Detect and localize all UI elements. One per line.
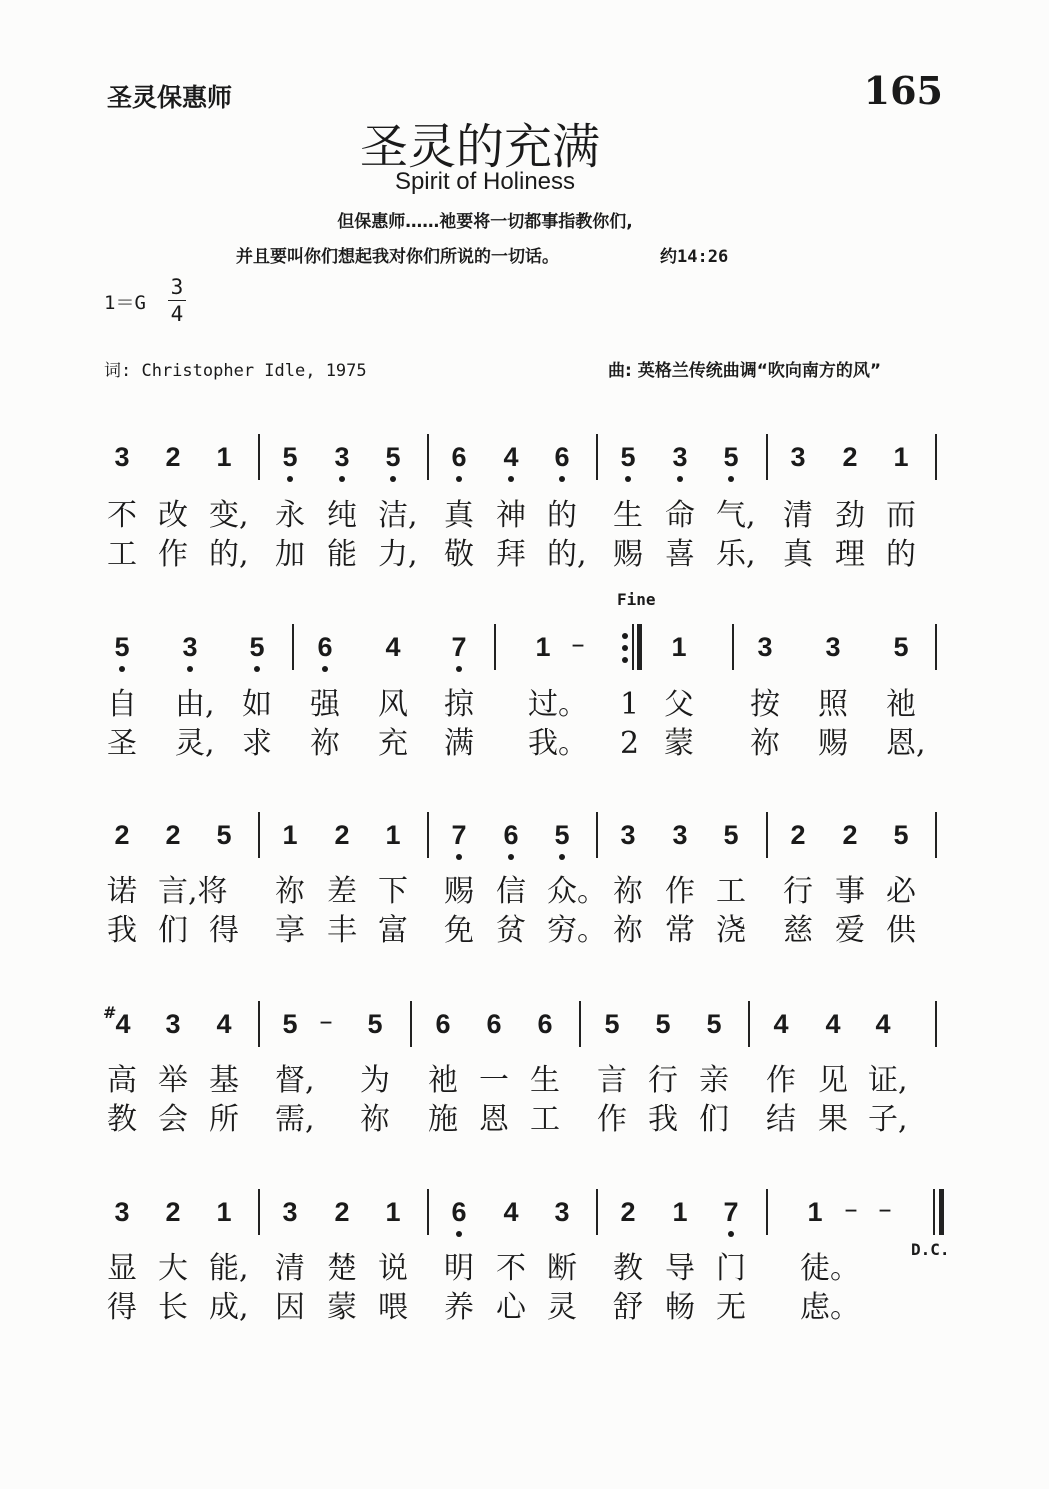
note: 3 <box>757 632 773 662</box>
lyric: 显 <box>107 1251 137 1286</box>
lyric: 长 <box>158 1290 188 1325</box>
lyric: 赐 <box>444 874 474 909</box>
lyric: 清 <box>783 498 813 533</box>
note: 6 <box>310 632 340 662</box>
lyric: 慈 <box>783 913 813 948</box>
lyric: 劲 <box>835 498 865 533</box>
note: 3 <box>554 1197 570 1227</box>
note: 4 <box>875 1009 891 1039</box>
lyric: 成, <box>209 1290 249 1325</box>
lyric: 照 <box>818 687 848 722</box>
note: 3 <box>114 1197 130 1227</box>
dc-mark: D.C. <box>911 1240 950 1259</box>
lyric: 能 <box>327 537 357 572</box>
note: 5 <box>242 632 272 662</box>
lyric: 纯 <box>327 498 357 533</box>
lyric: 充 <box>378 726 408 761</box>
lyric: 求 <box>242 726 272 761</box>
scripture-line-2: 并且要叫你们想起我对你们所说的一切话。 <box>236 247 559 267</box>
note: 1 <box>216 1197 232 1227</box>
stanza-number: 1 <box>620 687 640 722</box>
tune-credit: 曲: 英格兰传统曲调“吹向南方的风” <box>608 361 882 381</box>
note: 3 <box>825 632 841 662</box>
note: 3 <box>165 1009 181 1039</box>
lyric: 的 <box>547 498 577 533</box>
repeat-dots <box>622 627 628 669</box>
hold-dash: – <box>878 1194 892 1225</box>
note: 2 <box>334 1197 350 1227</box>
note: 7 <box>716 1197 746 1227</box>
lyric: 祂 <box>886 687 916 722</box>
note: 5 <box>107 632 137 662</box>
final-bar <box>939 1189 944 1235</box>
lyric: 举 <box>158 1063 188 1098</box>
title-chinese: 圣灵的充满 <box>359 119 600 175</box>
note: 6 <box>547 442 577 472</box>
bar-line <box>596 1189 598 1235</box>
note: 1 <box>385 820 401 850</box>
lyric: 赐 <box>613 537 643 572</box>
hymn-number: 165 <box>863 68 943 113</box>
note: 3 <box>790 442 806 472</box>
lyric: 得 <box>107 1290 137 1325</box>
lyric: 作 <box>158 537 188 572</box>
lyric: 差 <box>327 874 357 909</box>
lyric: 祢 <box>360 1102 390 1137</box>
lyric: 的, <box>209 537 249 572</box>
lyric: 行 <box>783 874 813 909</box>
lyric: 高 <box>107 1063 137 1098</box>
lyric: 加 <box>275 537 305 572</box>
lyric: 祢 <box>613 913 643 948</box>
lyric: 大 <box>158 1251 188 1286</box>
lyric: 作 <box>665 874 695 909</box>
lyric: 穷。 <box>547 913 607 948</box>
bar-line <box>494 624 496 670</box>
lyric: 子, <box>868 1102 908 1137</box>
note: 1 <box>807 1197 823 1227</box>
lyric: 畅 <box>665 1290 695 1325</box>
lyric: 恩, <box>886 726 926 761</box>
note: 7 <box>444 632 474 662</box>
note: 5 <box>613 442 643 472</box>
lyric: 一 <box>479 1063 509 1098</box>
note: 3 <box>620 820 636 850</box>
note: 5 <box>893 820 909 850</box>
lyric: 教 <box>107 1102 137 1137</box>
lyric: 灵, <box>175 726 215 761</box>
lyric: 所 <box>209 1102 239 1137</box>
lyric: 工 <box>530 1102 560 1137</box>
bar-line <box>258 1001 260 1047</box>
note: 3 <box>327 442 357 472</box>
lyric: 言 <box>597 1063 627 1098</box>
bar-line <box>935 434 937 480</box>
lyric: 祂 <box>428 1063 458 1098</box>
note: 5 <box>216 820 232 850</box>
words-credit: 词: Christopher Idle, 1975 <box>104 361 367 381</box>
note: 5 <box>604 1009 620 1039</box>
lyric: 信 <box>496 874 526 909</box>
note: 5 <box>706 1009 722 1039</box>
lyric: 如 <box>242 687 272 722</box>
bar-line <box>258 434 260 480</box>
lyric: 由, <box>175 687 215 722</box>
lyric: 我。 <box>528 726 588 761</box>
lyric: 下 <box>378 874 408 909</box>
lyric: 洁, <box>378 498 418 533</box>
lyric: 富 <box>378 913 408 948</box>
note: 1 <box>385 1197 401 1227</box>
bar-line <box>935 812 937 858</box>
bar-line <box>935 1001 937 1047</box>
lyric: 享 <box>275 913 305 948</box>
lyric: 必 <box>886 874 916 909</box>
lyric: 结 <box>766 1102 796 1137</box>
note: 5 <box>378 442 408 472</box>
lyric: 生 <box>613 498 643 533</box>
hold-dash: – <box>571 629 585 660</box>
bar-line <box>258 1189 260 1235</box>
lyric: 永 <box>275 498 305 533</box>
note: 2 <box>842 820 858 850</box>
bar-line <box>596 434 598 480</box>
lyric: 贫 <box>496 913 526 948</box>
lyric: 风 <box>378 687 408 722</box>
lyric: 命 <box>665 498 695 533</box>
lyric: 工 <box>107 537 137 572</box>
lyric: 力, <box>378 537 418 572</box>
note: 6 <box>444 442 474 472</box>
note: 3 <box>665 442 695 472</box>
bar-line <box>732 624 734 670</box>
note: 5 <box>655 1009 671 1039</box>
repeat-bar <box>637 624 642 670</box>
lyric: 得 <box>209 913 239 948</box>
lyric: 过。 <box>528 687 588 722</box>
lyric: 基 <box>209 1063 239 1098</box>
lyric: 浇 <box>716 913 746 948</box>
note: 1 <box>672 1197 688 1227</box>
note: 6 <box>486 1009 502 1039</box>
lyric: 变, <box>209 498 249 533</box>
lyric: 为 <box>360 1063 390 1098</box>
note: 1 <box>216 442 232 472</box>
lyric: 喂 <box>378 1290 408 1325</box>
note: 5 <box>282 1009 298 1039</box>
bar-line <box>427 434 429 480</box>
lyric: 拜 <box>496 537 526 572</box>
note: 4 <box>216 1009 232 1039</box>
time-signature-bottom: 4 <box>170 302 184 326</box>
note: 2 <box>334 820 350 850</box>
stanza-number: 2 <box>620 726 640 761</box>
note: 1 <box>893 442 909 472</box>
lyric: 证, <box>868 1063 908 1098</box>
bar-line <box>748 1001 750 1047</box>
lyric: 乐, <box>716 537 756 572</box>
lyric: 不 <box>107 498 137 533</box>
note: 5 <box>893 632 909 662</box>
key-signature: 1＝G <box>104 292 146 314</box>
lyric: 改 <box>158 498 188 533</box>
lyric: 祢 <box>613 874 643 909</box>
lyric: 真 <box>783 537 813 572</box>
bar-line <box>410 1001 412 1047</box>
lyric: 断 <box>547 1251 577 1286</box>
lyric: 供 <box>886 913 916 948</box>
bar-line <box>258 812 260 858</box>
lyric: 按 <box>750 687 780 722</box>
lyric: 们 <box>158 913 188 948</box>
note: 2 <box>114 820 130 850</box>
bar-line <box>427 812 429 858</box>
note: 2 <box>165 442 181 472</box>
lyric: 门 <box>716 1251 746 1286</box>
lyric: 作 <box>766 1063 796 1098</box>
lyric: 教 <box>613 1251 643 1286</box>
note: 6 <box>435 1009 451 1039</box>
lyric: 舒 <box>613 1290 643 1325</box>
lyric: 免 <box>444 913 474 948</box>
note: 6 <box>496 820 526 850</box>
lyric: 丰 <box>327 913 357 948</box>
lyric: 作 <box>597 1102 627 1137</box>
note: 5 <box>723 820 739 850</box>
lyric: 清 <box>275 1251 305 1286</box>
note: 7 <box>444 820 474 850</box>
lyric: 虑。 <box>800 1290 860 1325</box>
lyric: 心 <box>496 1290 526 1325</box>
lyric: 不 <box>496 1251 526 1286</box>
note: 3 <box>175 632 205 662</box>
lyric: 真 <box>444 498 474 533</box>
lyric: 我 <box>107 913 137 948</box>
lyric: 的 <box>886 537 916 572</box>
lyric: 蒙 <box>664 726 694 761</box>
note: 4 <box>385 632 401 662</box>
scripture-reference: 约14:26 <box>660 247 729 267</box>
note: 5 <box>367 1009 383 1039</box>
note: 3 <box>672 820 688 850</box>
lyric: 明 <box>444 1251 474 1286</box>
lyric: 祢 <box>310 726 340 761</box>
lyric: 祢 <box>750 726 780 761</box>
lyric: 爱 <box>835 913 865 948</box>
note: 3 <box>282 1197 298 1227</box>
lyric: 蒙 <box>327 1290 357 1325</box>
lyric: 满 <box>444 726 474 761</box>
lyric: 圣 <box>107 726 137 761</box>
time-signature <box>166 274 188 327</box>
bar-line <box>766 434 768 480</box>
note: 2 <box>790 820 806 850</box>
lyric: 果 <box>818 1102 848 1137</box>
lyric: 行 <box>648 1063 678 1098</box>
lyric: 祢 <box>275 874 305 909</box>
lyric: 亲 <box>699 1063 729 1098</box>
lyric: 们 <box>699 1102 729 1137</box>
note: 4 <box>496 442 526 472</box>
note: 1 <box>535 632 551 662</box>
note: 1 <box>671 632 687 662</box>
lyric: 敬 <box>444 537 474 572</box>
note: 5 <box>547 820 577 850</box>
lyric: 工 <box>716 874 746 909</box>
lyric: 生 <box>530 1063 560 1098</box>
bar-line <box>935 624 937 670</box>
lyric: 导 <box>665 1251 695 1286</box>
lyric: 气, <box>716 498 756 533</box>
lyric: 能, <box>209 1251 249 1286</box>
note: 4 <box>773 1009 789 1039</box>
note: 4 <box>825 1009 841 1039</box>
fine-mark: Fine <box>617 590 656 609</box>
lyric: 言,将 <box>158 874 228 909</box>
scripture-line-1: 但保惠师……祂要将一切都事指教你们, <box>337 212 633 232</box>
note: 2 <box>620 1197 636 1227</box>
bar-line <box>933 1189 935 1235</box>
note: 2 <box>165 820 181 850</box>
category-label: 圣灵保惠师 <box>107 83 233 112</box>
bar-line <box>766 1189 768 1235</box>
sharp-sign: # <box>103 1003 117 1022</box>
lyric: 需, <box>275 1102 315 1137</box>
lyric: 强 <box>310 687 340 722</box>
lyric: 楚 <box>327 1251 357 1286</box>
lyric: 督, <box>275 1063 315 1098</box>
lyric: 见 <box>818 1063 848 1098</box>
lyric: 众。 <box>547 874 607 909</box>
lyric: 施 <box>428 1102 458 1137</box>
lyric: 而 <box>886 498 916 533</box>
note: 1 <box>282 820 298 850</box>
time-signature-top: 3 <box>170 275 184 299</box>
lyric: 赐 <box>818 726 848 761</box>
note: 4 <box>115 1009 131 1039</box>
lyric: 诺 <box>107 874 137 909</box>
lyric: 理 <box>835 537 865 572</box>
lyric: 父 <box>664 687 694 722</box>
note: 5 <box>275 442 305 472</box>
note: 6 <box>537 1009 553 1039</box>
bar-line <box>427 1189 429 1235</box>
hold-dash: – <box>319 1006 333 1037</box>
bar-line <box>292 624 294 670</box>
lyric: 掠 <box>444 687 474 722</box>
time-signature-line <box>168 300 186 301</box>
bar-line <box>579 1001 581 1047</box>
lyric: 神 <box>496 498 526 533</box>
lyric: 徒。 <box>800 1251 860 1286</box>
lyric: 自 <box>107 687 137 722</box>
bar-line <box>766 812 768 858</box>
note: 4 <box>503 1197 519 1227</box>
lyric: 会 <box>158 1102 188 1137</box>
lyric: 恩 <box>479 1102 509 1137</box>
lyric: 我 <box>648 1102 678 1137</box>
lyric: 喜 <box>665 537 695 572</box>
hold-dash: – <box>844 1194 858 1225</box>
bar-line <box>596 812 598 858</box>
lyric: 灵 <box>547 1290 577 1325</box>
bar-line <box>632 624 634 670</box>
note: 5 <box>716 442 746 472</box>
note: 2 <box>842 442 858 472</box>
note: 6 <box>444 1197 474 1227</box>
lyric: 说 <box>378 1251 408 1286</box>
note: 3 <box>114 442 130 472</box>
lyric: 养 <box>444 1290 474 1325</box>
title-english: Spirit of Holiness <box>394 168 576 195</box>
lyric: 事 <box>835 874 865 909</box>
lyric: 常 <box>665 913 695 948</box>
lyric: 的, <box>547 537 587 572</box>
lyric: 因 <box>275 1290 305 1325</box>
note: 2 <box>165 1197 181 1227</box>
lyric: 无 <box>716 1290 746 1325</box>
